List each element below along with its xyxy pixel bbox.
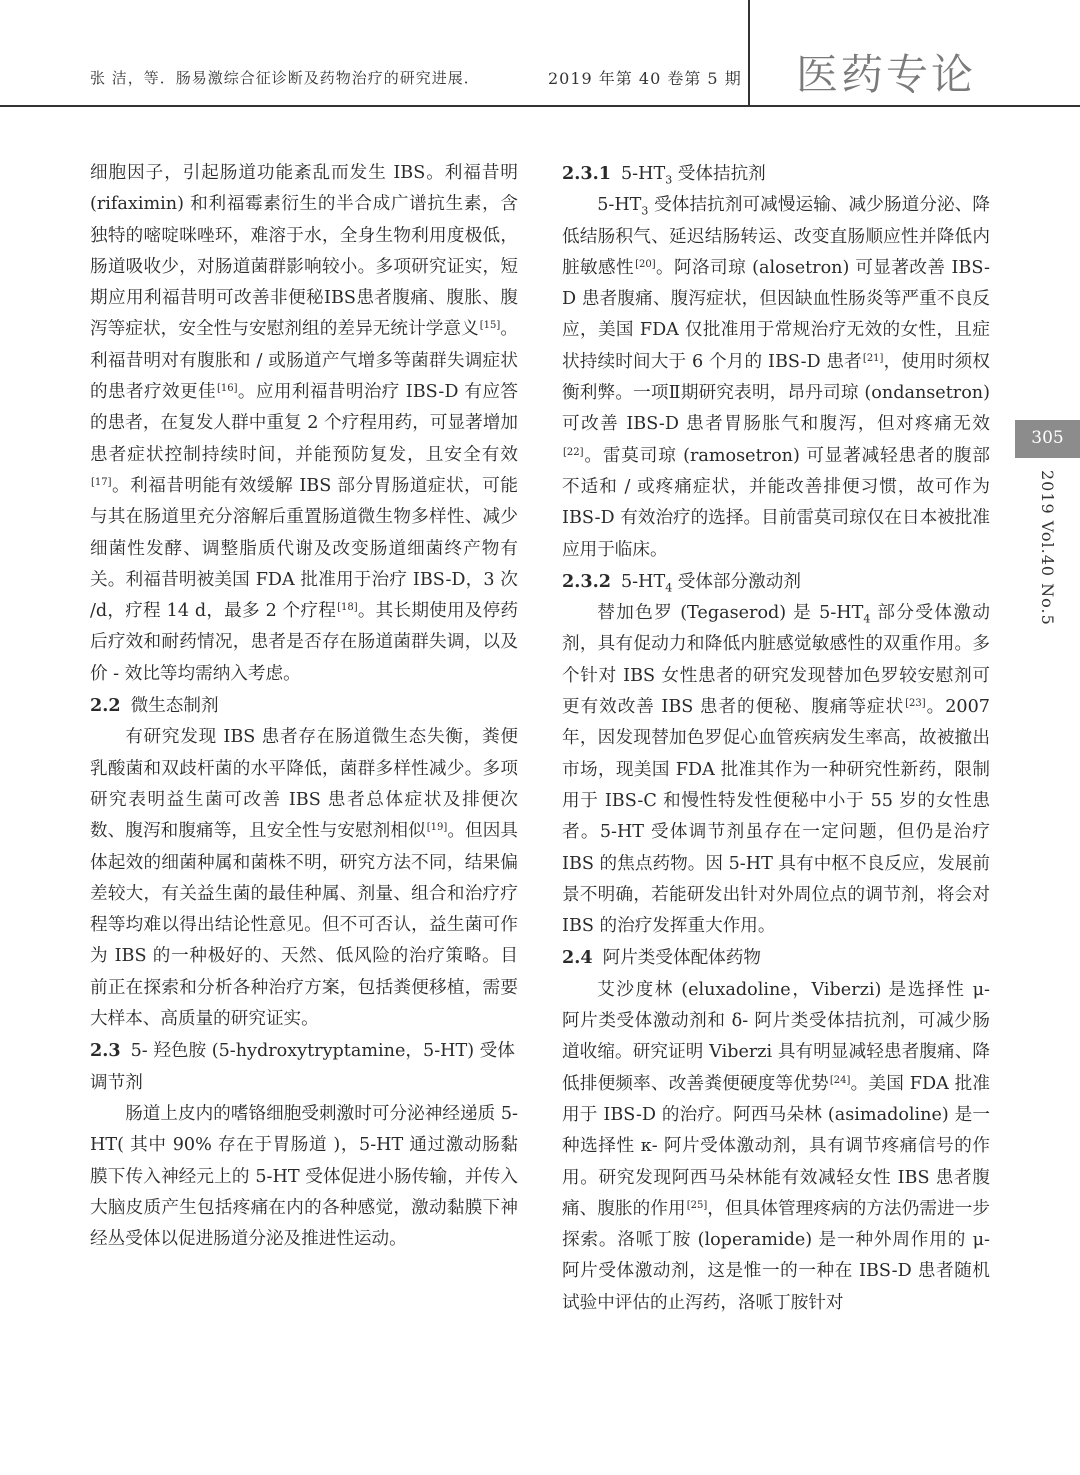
section-heading-2-2: 2.2 微生态制剂 xyxy=(90,695,219,717)
paragraph-5ht3: $5-HT_3$ 受体拮抗剂可减慢运输、减少肠道分泌、降低结肠积气、延迟结肠转运、改变直肠顺应性并降低内脏敏感性[20]。阿洛司琼 (alosetron) 可显著改善 IBS-D 患者腹痛、腹泻症状，但因缺血性肠炎等严重不良反应，美国 FDA 仅批准用于常规治疗无效的女性，且症状持续时间大于 6 个月的 IBS-D 患者[21]，使用时须权衡利弊。一项Ⅱ期研究表明，昂丹司琼 (ondansetron) 可改善 IBS-D 患者胃肠胀气和腹泻，但对疼痛无效[22]。雷莫司琼 (ramosetron) 可显著减轻患者的腹部不适和 / 或疼痛症状，并能改善排便习惯，故可作为 IBS-D 有效治疗的选择。目前雷莫司琼仅在日本被批准应用于临床。 xyxy=(562,195,990,560)
header-divider xyxy=(748,0,750,107)
citation[interactable]: [23] xyxy=(905,698,926,710)
journal-issue: 2019 年第 40 卷第 5 期 xyxy=(548,69,742,88)
citation[interactable]: [20] xyxy=(635,258,656,270)
header-rule xyxy=(0,105,1080,107)
citation[interactable]: [22] xyxy=(563,446,584,458)
citation[interactable]: [19] xyxy=(426,822,448,834)
citation[interactable]: [18] xyxy=(337,602,358,614)
paragraph-rifaximin: 细胞因子，引起肠道功能紊乱而发生 IBS。利福昔明 (rifaximin) 和利福霉素衍生的半合成广谱抗生素，含独特的嘧啶咪唑环，难溶于水，全身生物利用度极低，肠道吸收少，对肠道菌群影响较小。多项研究证实，短期应用利福昔明可改善非便秘IBS患者腹痛、腹胀、腹泻等症状，安全性与安慰剂组的差异无统计学意义[15]。利福昔明对有腹胀和 / 或肠道产气增多等菌群失调症状的患者疗效更佳[16]。应用利福昔明治疗 IBS-D 有应答的患者，在复发人群中重复 2 个疗程用药，可显著增加患者症状控制持续时间，并能预防复发，且安全有效[17]。利福昔明能有效缓解 IBS 部分胃肠道症状，可能与其在肠道里充分溶解后重置肠道微生物多样性、减少细菌性发酵、调整脂质代谢及改变肠道细菌终产物有关。利福昔明被美国 FDA 批准用于治疗 IBS-D，3 次 /d，疗程 14 d，最多 2 个疗程[18]。其长期使用及停药后疗效和耐药情况，患者是否存在肠道菌群失调，以及价 - 效比等均需纳入考虑。 xyxy=(90,163,518,684)
paragraph-5ht4: 替加色罗 (Tegaserod) 是 $5-HT_4$ 部分受体激动剂，具有促动力和降低内脏感觉敏感性的双重作用。多个针对 IBS 女性患者的研究发现替加色罗较安慰剂可更有效改善 IBS 患者的便秘、腹痛等症状[23]。2007 年，因发现替加色罗促心血管疾病发生率高，故被撤出市场，现美国 FDA 批准其作为一种研究性新药，限制用于 IBS-C 和慢性特发性便秘中小于 55 岁的女性患者。5-HT 受体调节剂虽存在一定问题，但仍是治疗 IBS 的焦点药物。因 5-HT 具有中枢不良反应，发展前景不明确，若能研发出针对外周位点的调节剂，将会对 IBS 的治疗发挥重大作用。 xyxy=(562,603,990,937)
section-heading-2-3-1: 2.3.1 $5-HT_3$ 受体拮抗剂 xyxy=(562,163,766,187)
volume-label: 2019 Vol.40 No.5 xyxy=(1038,470,1057,626)
section-heading-2-4: 2.4 阿片类受体配体药物 xyxy=(562,947,761,969)
page-number: 305 xyxy=(1031,428,1064,448)
citation[interactable]: [21] xyxy=(862,352,884,364)
page-header xyxy=(0,0,1080,108)
section-heading-2-3: 2.3 5- 羟色胺 (5-hydroxytryptamine，5-HT) 受体调节剂 xyxy=(90,1040,515,1093)
left-column xyxy=(90,158,518,1255)
right-column xyxy=(562,158,990,1319)
section-heading-2-3-2: 2.3.2 $5-HT_4$ 受体部分激动剂 xyxy=(562,570,801,595)
paragraph-5ht: 肠道上皮内的嗜铬细胞受刺激时可分泌神经递质 5-HT( 其中 90% 存在于胃肠道 )，5-HT 通过激动肠黏膜下传入神经元上的 5-HT 受体促进小肠传输，并传入大脑皮质产生包括疼痛在内的各种感觉，激动黏膜下神经丛受体以促进肠道分泌及推进性运动。 xyxy=(90,1103,518,1250)
citation[interactable]: [25] xyxy=(686,1199,708,1211)
running-head: 张 洁，等．肠易激综合征诊断及药物治疗的研究进展． xyxy=(90,69,480,87)
citation[interactable]: [24] xyxy=(829,1074,851,1086)
citation[interactable]: [16] xyxy=(216,383,238,395)
paragraph-opioid: 艾沙度林 (eluxadoline，Viberzi) 是选择性 μ- 阿片类受体激动剂和 δ- 阿片类受体拮抗剂，可减少肠道收缩。研究证明 Viberzi 具有明显减轻患者腹痛、降低排便频率、改善粪便硬度等优势[24]。美国 FDA 批准用于 IBS-D 的治疗。阿西马朵林 (asimadoline) 是一种选择性 κ- 阿片受体激动剂，具有调节疼痛信号的作用。研究发现阿西马朵林能有效减轻女性 IBS 患者腹痛、腹胀的作用[25]，但具体管理疼病的方法仍需进一步探索。洛哌丁胺 (loperamide) 是一种外周作用的 μ- 阿片受体激动剂，这是惟一的一种在 IBS-D 患者随机试验中评估的止泻药，洛哌丁胺针对 xyxy=(562,979,990,1313)
citation[interactable]: [17] xyxy=(91,476,112,488)
paragraph-probiotics: 有研究发现 IBS 患者存在肠道微生态失衡，粪便乳酸菌和双歧杆菌的水平降低，菌群多样性减少。多项研究表明益生菌可改善 IBS 患者总体症状及排便次数、腹泻和腹痛等，且安全性与安慰剂相似[19]。但因具体起效的细菌种属和菌株不明，研究方法不同，结果偏差较大，有关益生菌的最佳种属、剂量、组合和治疗疗程等均难以得出结论性意见。但不可否认，益生菌可作为 IBS 的一种极好的、天然、低风险的治疗策略。目前正在探索和分析各种治疗方案，包括粪便移植，需要大样本、高质量的研究证实。 xyxy=(90,727,518,1030)
citation[interactable]: [15] xyxy=(479,320,501,332)
section-name: 医药专论 xyxy=(796,50,977,99)
